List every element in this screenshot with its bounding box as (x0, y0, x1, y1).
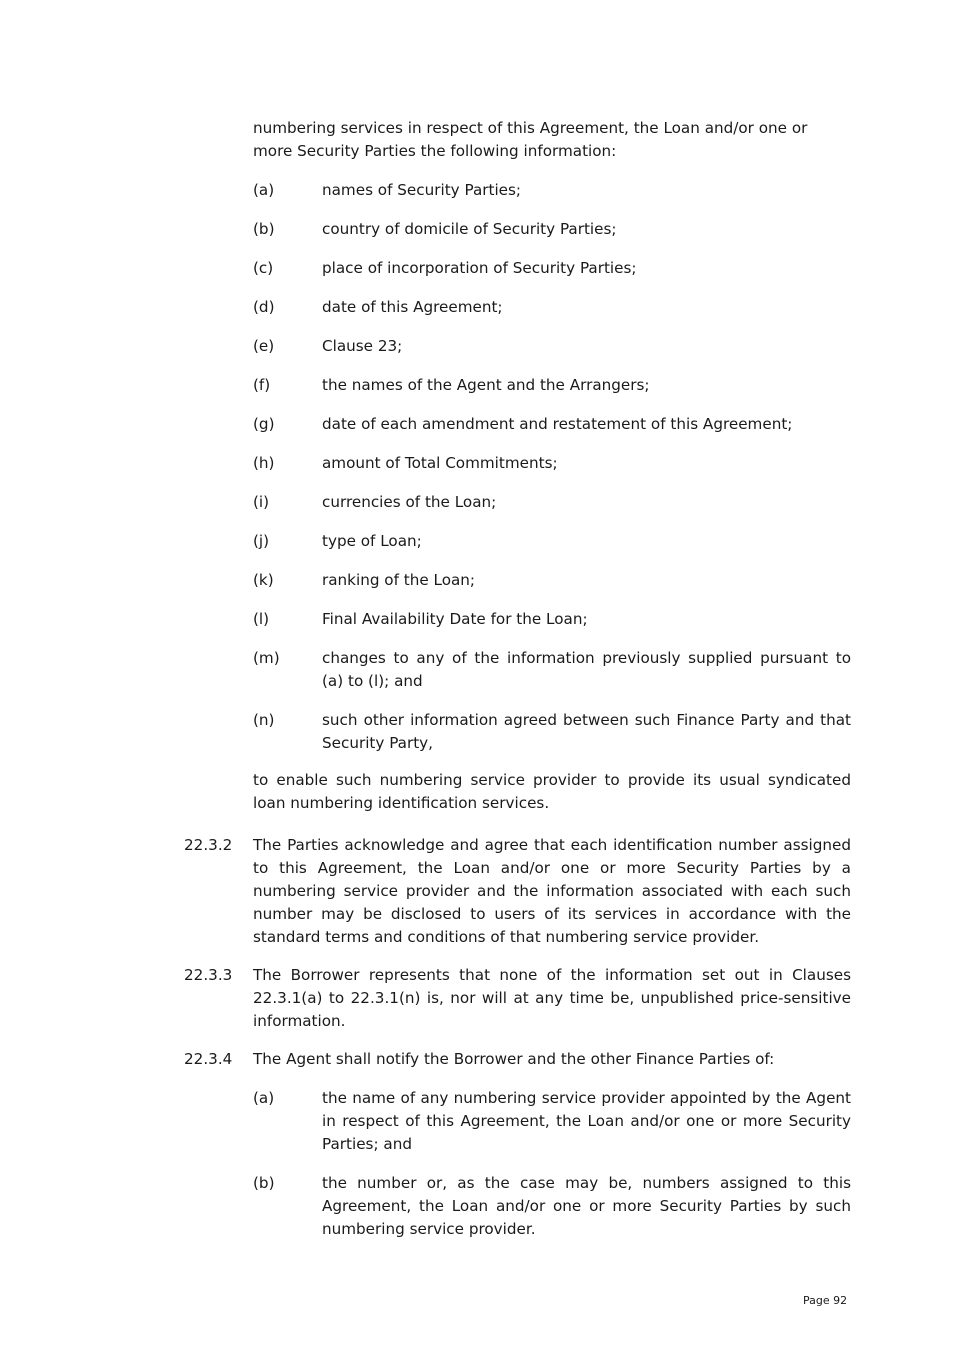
list-item-label: (a) (253, 1089, 275, 1107)
list-item-label: (n) (253, 711, 275, 729)
clause-22-3-4 (184, 1048, 851, 1071)
clause-number: 22.3.3 (184, 966, 233, 984)
list-item-label: (b) (253, 1174, 275, 1192)
list-item-label: (e) (253, 337, 275, 355)
list-item (253, 1172, 851, 1241)
list-item-label: (d) (253, 298, 275, 316)
list-item-text: changes to any of the information previously supplied pursuant to (a) to (l); and (322, 649, 851, 690)
clause-text: The Parties acknowledge and agree that each identification number assigned to this Agreement, the Loan and/or one or more Security Parties by a numbering service provider and the information associated with each such number may be disclosed to users of its services in accordance with the standard terms and conditions of that numbering service provider. (253, 836, 851, 946)
information-list (253, 179, 851, 771)
list-item (253, 452, 851, 475)
list-item-text: type of Loan; (322, 532, 422, 550)
list-item-text: Clause 23; (322, 337, 403, 355)
list-item (253, 530, 851, 553)
list-item (253, 296, 851, 319)
list-item-text: the name of any numbering service provider appointed by the Agent in respect of this Agreement, the Loan and/or one or more Security Parties; and (322, 1089, 851, 1153)
list-item-label: (l) (253, 610, 270, 628)
list-item (253, 491, 851, 514)
list-item (253, 569, 851, 592)
list-item-text: place of incorporation of Security Parties; (322, 259, 637, 277)
closing-paragraph: to enable such numbering service provider to provide its usual syndicated loan numbering identification services. (253, 771, 851, 812)
list-item-text: date of each amendment and restatement of this Agreement; (322, 415, 793, 433)
list-item-text: such other information agreed between such Finance Party and that Security Party, (322, 711, 851, 752)
list-item-text: ranking of the Loan; (322, 571, 476, 589)
list-item-label: (j) (253, 532, 270, 550)
list-item-text: the number or, as the case may be, numbers assigned to this Agreement, the Loan and/or one or more Security Parties by such numbering service provider. (322, 1174, 851, 1238)
list-item-label: (m) (253, 649, 280, 667)
list-item-label: (i) (253, 493, 270, 511)
list-item (253, 1087, 851, 1156)
list-item-text: currencies of the Loan; (322, 493, 497, 511)
list-item-label: (k) (253, 571, 274, 589)
list-item-text: the names of the Agent and the Arrangers; (322, 376, 650, 394)
list-item-label: (h) (253, 454, 275, 472)
list-item-label: (a) (253, 181, 275, 199)
list-item-text: amount of Total Commitments; (322, 454, 558, 472)
clause-text: The Borrower represents that none of the information set out in Clauses 22.3.1(a) to 22.3.1(n) is, nor will at any time be, unpublished price-sensitive information. (253, 966, 851, 1030)
list-item (253, 413, 851, 436)
list-item (253, 647, 851, 693)
list-item-text: Final Availability Date for the Loan; (322, 610, 588, 628)
clause-number: 22.3.4 (184, 1050, 233, 1068)
list-item (253, 179, 851, 202)
list-item-label: (c) (253, 259, 274, 277)
list-item (253, 608, 851, 631)
clause-22-3-3 (184, 964, 851, 1033)
list-item-text: names of Security Parties; (322, 181, 522, 199)
list-item-text: country of domicile of Security Parties; (322, 220, 617, 238)
list-item-label: (f) (253, 376, 271, 394)
list-item (253, 257, 851, 280)
list-item (253, 218, 851, 241)
list-item-text: date of this Agreement; (322, 298, 503, 316)
intro-paragraph: numbering services in respect of this Agreement, the Loan and/or one or more Security Parties the following information: (253, 119, 808, 160)
list-item (253, 709, 851, 755)
list-item-label: (b) (253, 220, 275, 238)
clause-text: The Agent shall notify the Borrower and the other Finance Parties of: (253, 1050, 775, 1068)
list-item (253, 335, 851, 358)
page-number: Page 92 (803, 1294, 848, 1307)
list-item (253, 374, 851, 397)
clause-22-3-2 (184, 834, 851, 949)
notification-list (253, 1087, 851, 1257)
list-item-label: (g) (253, 415, 275, 433)
clause-number: 22.3.2 (184, 836, 233, 854)
